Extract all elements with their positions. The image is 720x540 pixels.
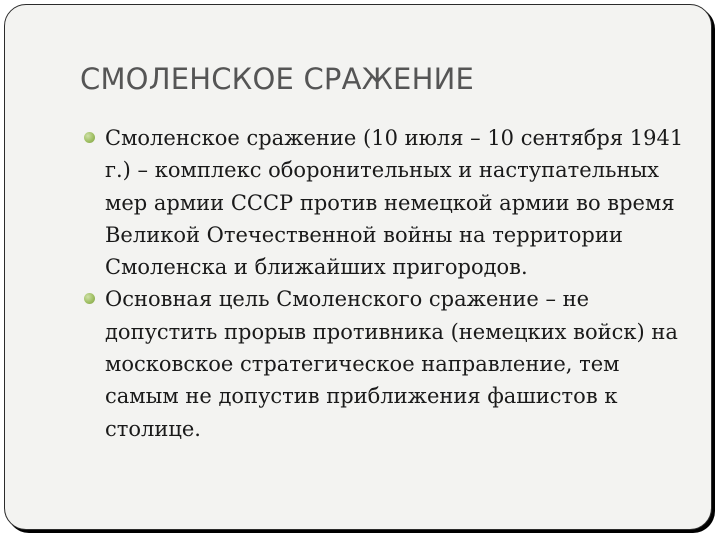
slide-frame <box>4 4 712 530</box>
bullet-dot-icon <box>84 293 95 304</box>
bullet-text: Смоленское сражение (10 июля – 10 сентября 1941 г.) – комплекс оборонительных и наступательных мер армии СССР против немецкой армии во время Великой Отечественной войны на территории Смоленска и ближайших пригородов. <box>105 126 684 280</box>
bullet-list <box>84 122 684 445</box>
slide-title: СМОЛЕНСКОЕ СРАЖЕНИЕ <box>80 62 474 96</box>
bullet-dot-icon <box>84 132 95 143</box>
bullet-item <box>84 122 684 283</box>
bullet-item <box>84 283 684 444</box>
bullet-text: Основная цель Смоленского сражение – не допустить прорыв противника (немецких войск) на московское стратегическое направление, тем самым не допустив приближения фашистов к столице. <box>105 287 678 441</box>
